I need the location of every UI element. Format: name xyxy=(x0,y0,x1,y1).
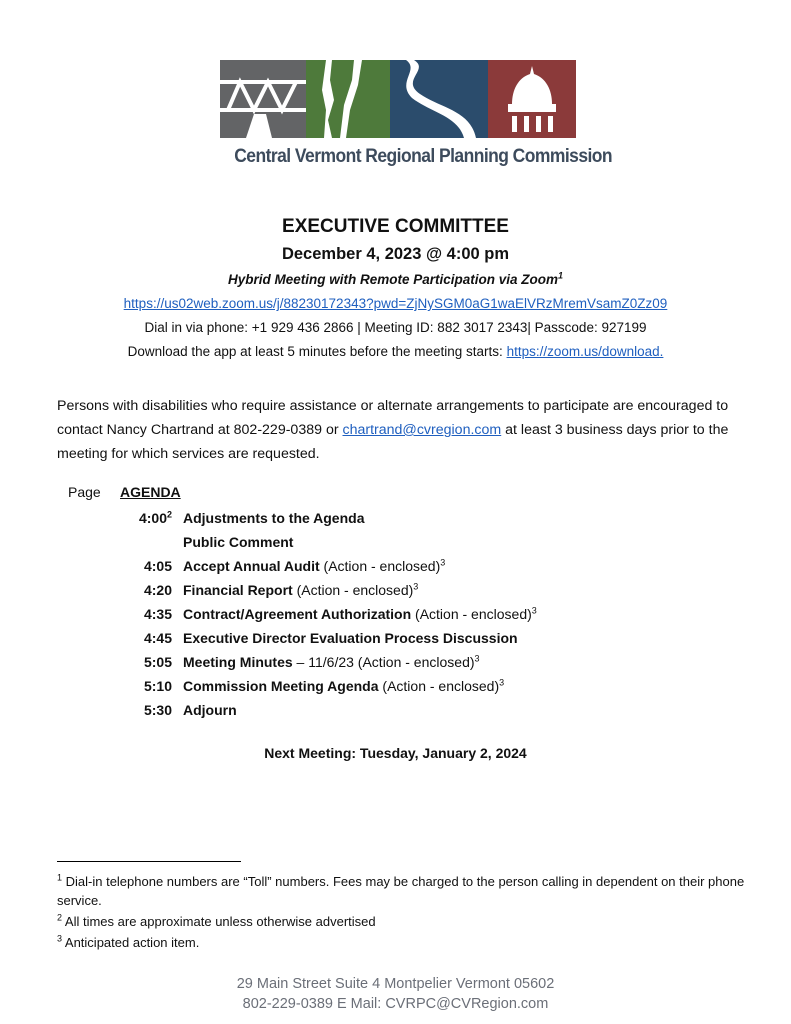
agenda-item-name: Accept Annual Audit xyxy=(183,558,320,574)
cvrpc-logo xyxy=(220,58,613,180)
agenda-time xyxy=(144,678,172,694)
footnote-text: All times are approximate unless otherwise advertised xyxy=(62,914,376,929)
email-link[interactable]: chartrand@cvregion.com xyxy=(342,422,502,438)
agenda-item xyxy=(0,654,791,678)
agenda-item-title xyxy=(183,582,418,598)
agenda-item-title xyxy=(183,630,518,646)
agenda-item-title xyxy=(183,510,365,526)
agenda-item xyxy=(0,510,791,534)
page-title: EXECUTIVE COMMITTEE xyxy=(282,216,509,237)
page-column-label: Page xyxy=(68,484,101,500)
agenda-item-name: Public Comment xyxy=(183,534,294,550)
zoom-link-line xyxy=(0,296,791,311)
footnote-3 xyxy=(57,933,757,952)
agenda-time xyxy=(144,606,172,622)
agenda-item-title xyxy=(183,558,445,574)
footnote-text: Dial-in telephone numbers are “Toll” numbers. Fees may be charged to the person calling in dependent on their phone service. xyxy=(57,874,745,908)
agenda-item-name: Contract/Agreement Authorization xyxy=(183,606,412,622)
capitol-dome-icon xyxy=(488,60,576,138)
footnote-divider xyxy=(57,861,241,862)
zoom-meeting-link[interactable]: https://us02web.zoom.us/j/88230172343?pwd=ZjNySGM0aG1waElVRzMremVsamZ0Zz09 xyxy=(123,296,668,311)
agenda-time-text: 5:30 xyxy=(143,702,172,718)
agenda-item-name: Financial Report xyxy=(183,582,293,598)
river-icon xyxy=(390,60,488,138)
accessibility-text: Persons with disabilities who require assistance or alternate arrangements to participate are encouraged to contact Nancy Chartrand at 802-229-0389 or xyxy=(57,398,729,438)
agenda-item-name: Adjustments to the Agenda xyxy=(183,510,365,526)
footnote-ref: 3 xyxy=(474,653,480,664)
meeting-date: December 4, 2023 @ 4:00 pm xyxy=(281,245,510,263)
footer-address: 29 Main Street Suite 4 Montpelier Vermont 05602 xyxy=(236,976,555,992)
agenda-item xyxy=(0,534,791,558)
agenda-item xyxy=(0,558,791,582)
footnote-ref: 2 xyxy=(166,509,172,520)
agenda-item-name: Adjourn xyxy=(183,702,237,718)
agenda-time xyxy=(144,582,172,598)
next-meeting: Next Meeting: Tuesday, January 2, 2024 xyxy=(264,745,527,761)
agenda-item-note: (Action - enclosed) xyxy=(378,678,500,694)
footnote-number: 3 xyxy=(57,933,63,944)
agenda-time xyxy=(144,654,172,670)
agenda-item-title xyxy=(183,606,537,622)
agenda-item xyxy=(0,606,791,630)
footnote-ref: 3 xyxy=(440,557,446,568)
footnote-text: Anticipated action item. xyxy=(62,935,200,950)
agenda-item-note: – 11/6/23 (Action - enclosed) xyxy=(292,654,475,670)
agenda-time xyxy=(139,510,172,526)
download-text: Download the app at least 5 minutes before the meeting starts: xyxy=(127,344,507,359)
agenda-heading: AGENDA xyxy=(120,484,181,500)
agenda-time-text: 4:20 xyxy=(143,582,172,598)
footnote-1 xyxy=(57,872,757,910)
accessibility-text-end: at least 3 business days prior to the meeting for which services are requested. xyxy=(57,422,729,462)
agenda-time-text: 5:05 xyxy=(143,654,172,670)
agenda-item-title xyxy=(183,654,480,670)
agenda-item-name: Commission Meeting Agenda xyxy=(183,678,379,694)
bridge-icon xyxy=(220,60,306,138)
agenda-time-text: 4:00 xyxy=(138,510,167,526)
meeting-format-text: Hybrid Meeting with Remote Participation via Zoom xyxy=(227,272,559,287)
agenda-time-text: 4:35 xyxy=(143,606,172,622)
agenda-time-text: 4:45 xyxy=(143,630,172,646)
agenda-item xyxy=(0,702,791,726)
agenda-item-note: (Action - enclosed) xyxy=(292,582,414,598)
footnote-ref: 3 xyxy=(531,605,537,616)
agenda-item xyxy=(0,630,791,654)
agenda-item-name: Executive Director Evaluation Process Discussion xyxy=(183,630,518,646)
agenda-item-note: (Action - enclosed) xyxy=(319,558,441,574)
meeting-format xyxy=(0,272,791,287)
agenda-time-text: 4:05 xyxy=(143,558,172,574)
vermont-map-icon xyxy=(306,60,390,138)
logo-text: Central Vermont Regional Planning Commission xyxy=(234,146,613,167)
agenda-item-note: (Action - enclosed) xyxy=(411,606,532,622)
footnote-number: 1 xyxy=(57,872,63,883)
agenda-time xyxy=(144,702,172,718)
accessibility-notice xyxy=(57,394,767,466)
agenda-time-text: 5:10 xyxy=(143,678,172,694)
agenda-time xyxy=(144,630,172,646)
agenda-item-name: Meeting Minutes xyxy=(183,654,293,670)
agenda-item-title xyxy=(183,534,293,550)
zoom-download-link[interactable]: https://zoom.us/download. xyxy=(506,344,664,359)
footnote-ref: 1 xyxy=(558,270,564,281)
footnote-number: 2 xyxy=(57,912,63,923)
dial-in-info: Dial in via phone: +1 929 436 2866 | Meeting ID: 882 3017 2343| Passcode: 927199 xyxy=(144,320,647,335)
agenda-item-title xyxy=(183,702,237,718)
agenda-item xyxy=(0,678,791,702)
footer-contact: 802-229-0389 E Mail: CVRPC@CVRegion.com xyxy=(242,996,549,1012)
footnote-ref: 3 xyxy=(413,581,419,592)
footnote-2 xyxy=(57,912,757,931)
footnote-ref: 3 xyxy=(499,677,505,688)
agenda-time xyxy=(144,558,172,574)
download-line xyxy=(0,344,791,359)
agenda-item xyxy=(0,582,791,606)
agenda-item-title xyxy=(183,678,504,694)
